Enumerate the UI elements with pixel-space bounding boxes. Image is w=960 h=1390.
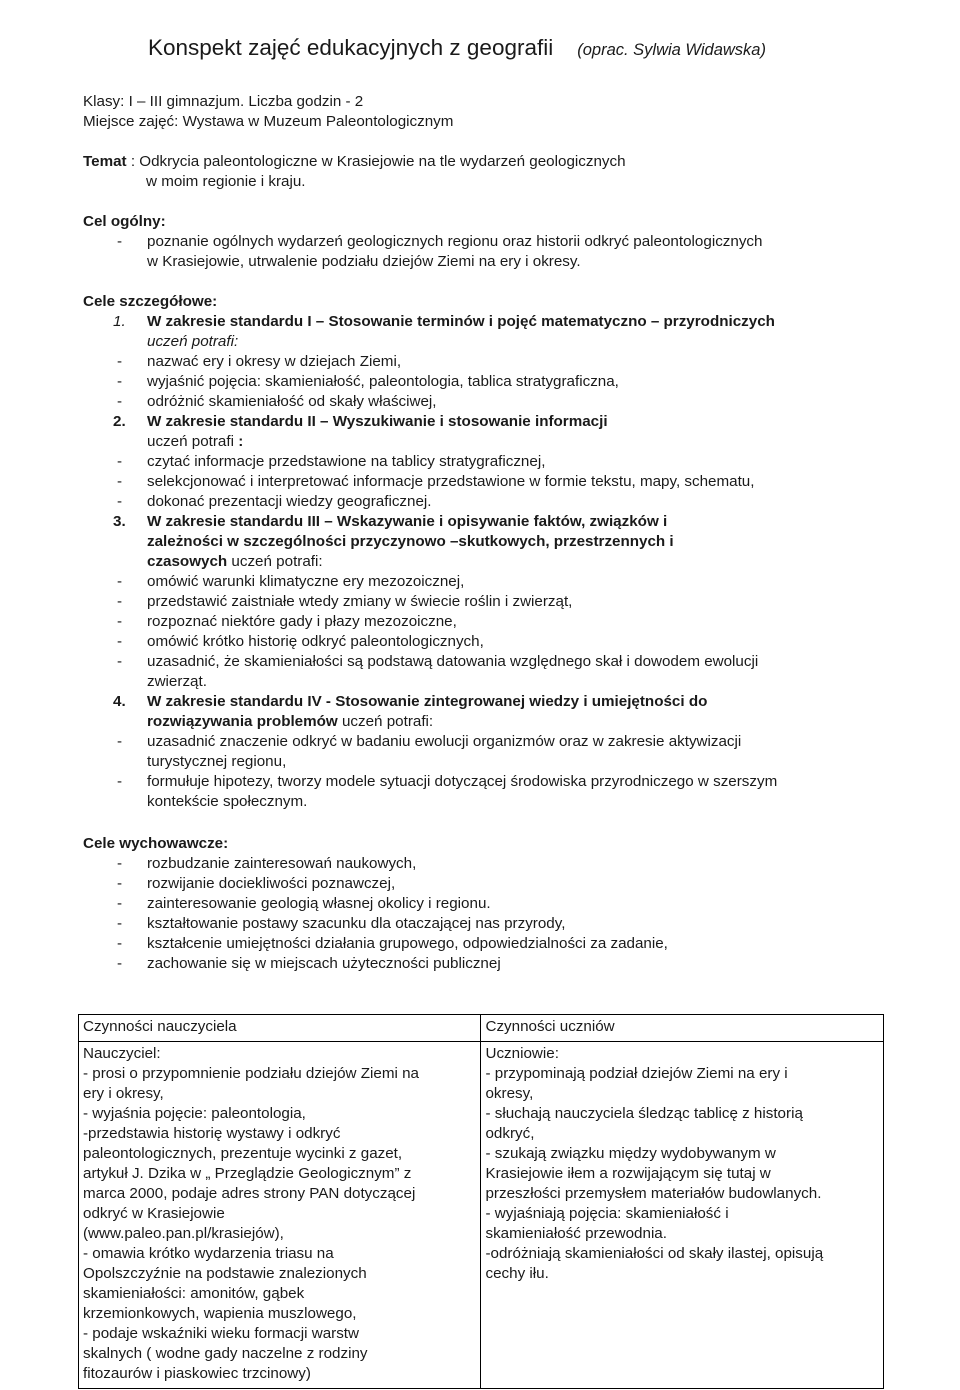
standard-2-title: 2. W zakresie standardu II – Wyszukiwanie i stosowanie informacji xyxy=(113,413,608,430)
list-item-cont: zwierząt. xyxy=(147,673,207,690)
general-goal-heading: Cel ogólny: xyxy=(83,213,166,230)
list-item: - uzasadnić znaczenie odkryć w badaniu ewolucji organizmów oraz w zakresie aktywizacji xyxy=(117,733,742,750)
standard-4-title-end: rozwiązywania problemów uczeń potrafi: xyxy=(147,713,434,730)
cell-line: krzemionkowych, wapienia muszlowego, xyxy=(83,1305,357,1322)
topic-label: Temat xyxy=(83,153,127,170)
cell-line: - omawia krótko wydarzenia triasu na xyxy=(83,1245,334,1262)
cell-line: Opolszczyźnie na podstawie znalezionych xyxy=(83,1265,367,1282)
cell-line: przeszłości przemysłem materiałów budowlanych. xyxy=(485,1185,822,1202)
lesson-topic xyxy=(83,152,626,192)
standard-4-title: 4. W zakresie standardu IV - Stosowanie zintegrowanej wiedzy i umiejętności do xyxy=(113,693,708,710)
general-goal-item: - poznanie ogólnych wydarzeń geologicznych regionu oraz historii odkryć paleontologicznych xyxy=(117,233,763,250)
cell-line: cechy iłu. xyxy=(485,1265,549,1282)
student-label: Uczniowie: xyxy=(485,1045,559,1062)
teacher-column-header: Czynności nauczyciela xyxy=(79,1015,481,1042)
list-item: - kształtowanie postawy szacunku dla otaczającej nas przyrody, xyxy=(117,915,566,932)
list-item-cont: kontekście społecznym. xyxy=(147,793,308,810)
cell-line: - prosi o przypomnienie podziału dziejów Ziemi na xyxy=(83,1065,419,1082)
cell-line: paleontologicznych, prezentuje wycinki z gazet, xyxy=(83,1145,403,1162)
general-goal-item-cont: w Krasiejowie, utrwalenie podziału dziejów Ziemi na ery i okresy. xyxy=(147,253,581,270)
standard-3-title-end: czasowych uczeń potrafi: xyxy=(147,553,323,570)
list-item: - przedstawić zaistniałe wtedy zmiany w świecie roślin i zwierząt, xyxy=(117,593,573,610)
cell-line: skamieniałości: amonitów, gąbek xyxy=(83,1285,305,1302)
list-item: - rozbudzanie zainteresowań naukowych, xyxy=(117,855,417,872)
lesson-meta xyxy=(83,92,453,132)
topic-line-2: w moim regionie i kraju. xyxy=(146,173,306,190)
standard-3-title: 3. W zakresie standardu III – Wskazywanie i opisywanie faktów, związków i xyxy=(113,513,668,530)
table-row xyxy=(79,1042,884,1389)
list-item: - uzasadnić, że skamieniałości są podstawą datowania względnego skał i dowodem ewolucji xyxy=(117,653,759,670)
cell-line: - wyjaśniają pojęcia: skamieniałość i xyxy=(485,1205,729,1222)
document-title xyxy=(148,34,766,64)
list-item: - czytać informacje przedstawione na tablicy stratygraficznej, xyxy=(117,453,546,470)
standard-3-title-cont: zależności w szczególności przyczynowo –skutkowych, przestrzennych i xyxy=(147,533,674,550)
teacher-activities-cell xyxy=(79,1042,481,1389)
topic-line-1: : Odkrycia paleontologiczne w Krasiejowie na tle wydarzeń geologicznych xyxy=(126,153,626,170)
cell-line: ery i okresy, xyxy=(83,1085,164,1102)
list-item-cont: turystycznej regionu, xyxy=(147,753,287,770)
classes-line: Klasy: I – III gimnazjum. Liczba godzin - 2 xyxy=(83,93,364,110)
activities-table xyxy=(78,1014,884,1389)
place-line: Miejsce zajęć: Wystawa w Muzeum Paleontologicznym xyxy=(83,113,454,130)
teacher-label: Nauczyciel: xyxy=(83,1045,161,1062)
educational-goals-section xyxy=(83,834,668,974)
table-row xyxy=(79,1015,884,1042)
cell-line: artykuł J. Dzika w „ Przeglądzie Geologicznym” z xyxy=(83,1165,412,1182)
cell-line: marca 2000, podaje adres strony PAN dotyczącej xyxy=(83,1185,416,1202)
cell-line: - wyjaśnia pojęcie: paleontologia, xyxy=(83,1105,306,1122)
cell-line: odkryć, xyxy=(485,1125,535,1142)
cell-line: - słuchają nauczyciela śledząc tablicę z historią xyxy=(485,1105,803,1122)
list-item: - wyjaśnić pojęcia: skamieniałość, paleontologia, tablica stratygraficzna, xyxy=(117,373,619,390)
title-main: Konspekt zajęć edukacyjnych z geografii xyxy=(148,35,554,60)
standard-1-intro: uczeń potrafi: xyxy=(147,333,239,350)
educational-goals-heading: Cele wychowawcze: xyxy=(83,835,229,852)
student-activities-cell xyxy=(481,1042,884,1389)
standard-2-intro: uczeń potrafi : xyxy=(147,433,244,450)
specific-goals-section xyxy=(83,292,777,812)
list-item: - dokonać prezentacji wiedzy geograficznej. xyxy=(117,493,432,510)
cell-line: okresy, xyxy=(485,1085,534,1102)
standard-1-title: 1. W zakresie standardu I – Stosowanie terminów i pojęć matematyczno – przyrodniczych xyxy=(113,313,775,330)
list-item: - rozpoznać niektóre gady i płazy mezozoiczne, xyxy=(117,613,457,630)
list-item: - zainteresowanie geologią własnej okolicy i regionu. xyxy=(117,895,491,912)
list-item: - kształcenie umiejętności działania grupowego, odpowiedzialności za zadanie, xyxy=(117,935,668,952)
list-item: - selekcjonować i interpretować informacje przedstawione w formie tekstu, mapy, schematu, xyxy=(117,473,755,490)
general-goal-section xyxy=(83,212,762,272)
cell-line: skalnych ( wodne gady naczelne z rodziny xyxy=(83,1345,368,1362)
student-column-header: Czynności uczniów xyxy=(481,1015,884,1042)
cell-line: (www.paleo.pan.pl/krasiejów), xyxy=(83,1225,284,1242)
list-item: - zachowanie się w miejscach użyteczności publicznej xyxy=(117,955,501,972)
list-item: - formułuje hipotezy, tworzy modele sytuacji dotyczącej środowiska przyrodniczego w szerszym xyxy=(117,773,778,790)
list-item: - nazwać ery i okresy w dziejach Ziemi, xyxy=(117,353,402,370)
list-item: - odróżnić skamieniałość od skały właściwej, xyxy=(117,393,437,410)
cell-line: skamieniałość przewodnia. xyxy=(485,1225,667,1242)
cell-line: - podaje wskaźniki wieku formacji warstw xyxy=(83,1325,359,1342)
specific-goals-heading: Cele szczegółowe: xyxy=(83,293,218,310)
cell-line: -przedstawia historię wystawy i odkryć xyxy=(83,1125,341,1142)
list-item: - omówić warunki klimatyczne ery mezozoicznej, xyxy=(117,573,465,590)
title-author: (oprac. Sylwia Widawska) xyxy=(577,41,766,59)
list-item: - rozwijanie dociekliwości poznawczej, xyxy=(117,875,396,892)
cell-line: Krasiejowie iłem a rozwijającym się tutaj w xyxy=(485,1165,771,1182)
list-item: - omówić krótko historię odkryć paleontologicznych, xyxy=(117,633,484,650)
cell-line: -odróżniają skamieniałości od skały ilastej, opisują xyxy=(485,1245,824,1262)
cell-line: odkryć w Krasiejowie xyxy=(83,1205,225,1222)
cell-line: - szukają związku między wydobywanym w xyxy=(485,1145,776,1162)
cell-line: - przypominają podział dziejów Ziemi na ery i xyxy=(485,1065,788,1082)
cell-line: fitozaurów i piaskowiec trzcinowy) xyxy=(83,1365,311,1382)
